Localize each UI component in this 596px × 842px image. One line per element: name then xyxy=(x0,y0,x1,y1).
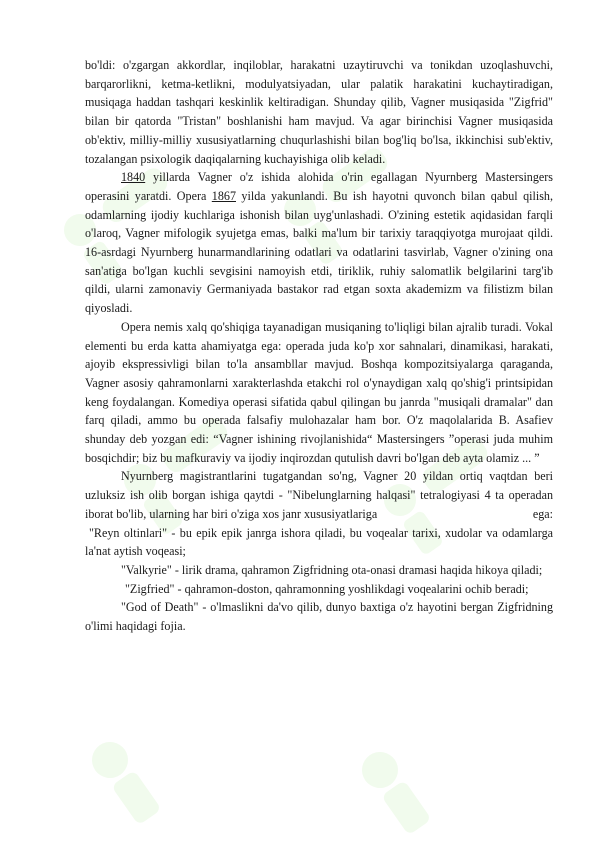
paragraph-mastersingers xyxy=(85,168,553,318)
paragraph-text: yilda yakunlandi. Bu ish hayotni quvonch bilan qabul qilish, odamlarning ijodiy kuchlariga ishonish bilan uyg'unlashadi. O'zining estetik aqidasidan farqli o'laroq, Vagner mifologik syujetga emas, balki ma'lum bir tarixiy taraqqiyotga murojaat qildi. 16-asrdagi Nyurnberg hunarmandlarining odatlari va odatlarini tasvirlab, Vagner o'zining ona san'atiga bo'lgan kuchli sevgisini namoyish etdi, tiriklik, ruhiy salomatlik belgilarini targ'ib qildi, ularni zamonaviy Germaniyada bastakor rad etgan soxta akademizm va filistizm bilan qiyosladi. xyxy=(85,188,553,316)
paragraph-nibelung xyxy=(85,467,553,523)
list-item-rheingold: "Reyn oltinlari" - bu epik epik janrga ishora qiladi, bu voqealar tarixi, xudolar va odamlarga la'nat aytish voqeasi; xyxy=(85,525,553,559)
paragraph-text: yillarda Vagner o'z ishida alohida o'rin egallagan Nyurnberg Mastersingers operasini yaratdi. Opera xyxy=(85,170,553,203)
paragraph-opera-folk: Opera nemis xalq qo'shiqiga tayanadigan musiqaning to'liqligi bilan ajralib turadi. Vokal elementi bu erda katta ahamiyatga ega: operada juda ko'p xor sahnalari, dinamikasi, harakati, ajoyib ekspressivligi bilan to'la ansambllar mavjud. Boshqa kompozitsiyalarga qaraganda, Vagner asosiy qahramonlarni xarakterlashda etakchi rol o'ynaydigan xalq qo'shig'i printsipidan keng foydalangan. Komediya operasi sifatida qabul qilingan bu janrda "musiqali dramalar" dan farq qiladi, ammo bu operada falsafiy mulohazalar ham bor. O'z maqolalarida B. Asafiev shunday deb yozgan edi: “Vagner ishining rivojlanishida“ Mastersingers ”operasi juda muhim bosqichdir; biz bu mafkuraviy va ijodiy inqirozdan qutulish davri bo'lgan deb ayta olamiz ... ” xyxy=(85,319,553,465)
list-item-god-of-death: "God of Death" - o'lmaslikni da'vo qilib, dunyo baxtiga o'z hayotini bergan Zigfridning o'limi haqidagi fojia. xyxy=(85,600,553,634)
list-item-siegfried: "Zigfried" - qahramon-doston, qahramonning yoshlikdagi voqealarini ochib beradi; xyxy=(125,581,529,596)
paragraph-chords: bo'ldi: o'zgargan akkordlar, inqiloblar, harakatni uzaytiruvchi va tonikdan uzoqlashuvchi, barqarorlikni, ketma-ketlikni, modulyatsiyadan, ular palatik harakatini kuchaytiradigan, musiqaga haddan tashqari keskinlik keltiradigan. Shunday qilib, Vagner musiqasida "Zigfrid" bilan bir qatorda "Tristan" boshlanishi ham mavjud. Va agar birinchisi Vagner musiqasida ob'ektiv, milliy-milliy xususiyatlarning chuqurlashishi bilan bog'liq bo'lsa, ikkinchisi sub'ektiv, tozalangan psixologik daqiqalarning kuchayishiga olib keladi. xyxy=(85,58,553,166)
document-page xyxy=(85,56,553,636)
year-link[interactable]: 1867 xyxy=(211,188,236,203)
paragraph-tail: ega: xyxy=(532,506,553,521)
list-item-valkyrie: "Valkyrie" - lirik drama, qahramon Zigfridning ota-onasi dramasi haqida hikoya qiladi; xyxy=(121,562,543,577)
paragraph-text: Nyurnberg magistrantlarini tugatgandan so'ng, Vagner 20 yildan ortiq vaqtdan beri uzluksiz ish olib borgan ishiga qaytdi - "Nibelunglarning halqasi" tetralogiyasi 4 ta operadan iborat bo'lib, ularning har biri o'ziga xos janr xususiyatlariga xyxy=(85,469,553,521)
year-link[interactable]: 1840 xyxy=(121,170,146,185)
